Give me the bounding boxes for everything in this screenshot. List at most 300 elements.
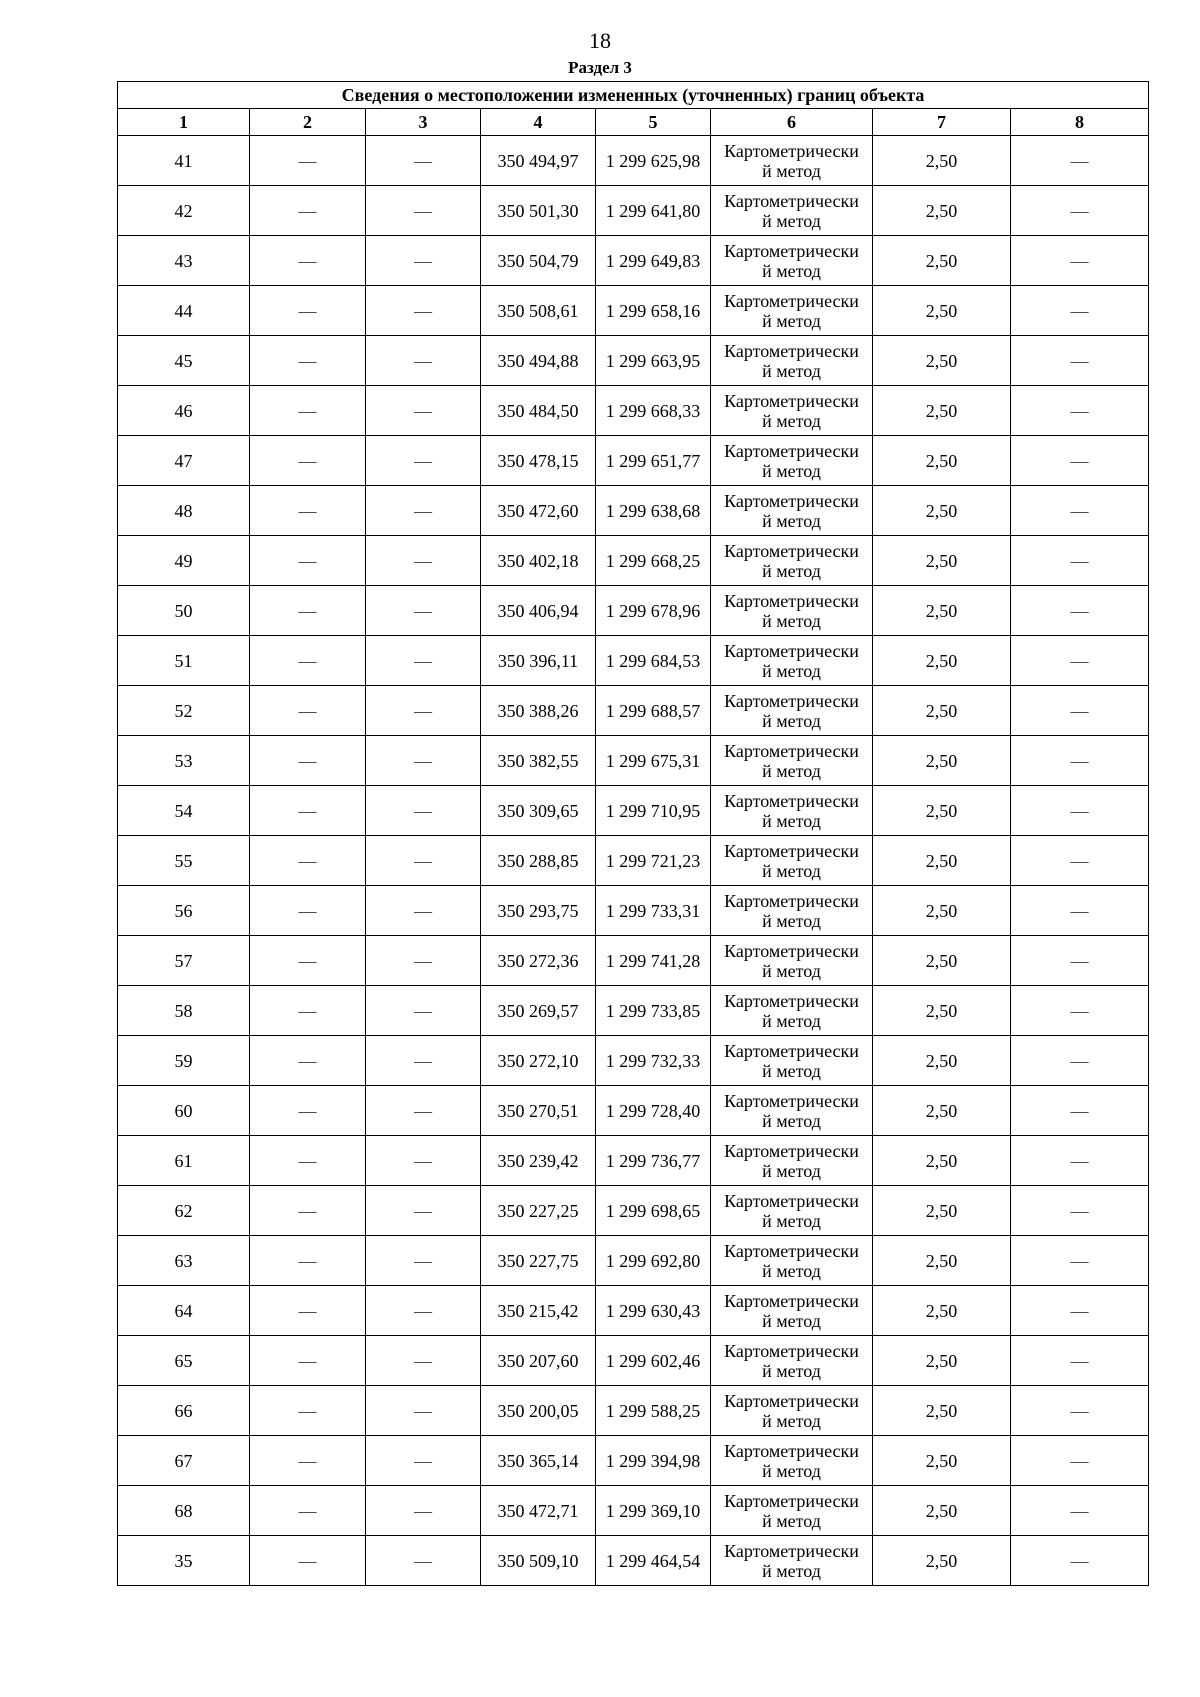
x-coordinate-cell: 350 472,71 (481, 1486, 596, 1536)
point-number-cell: 66 (118, 1386, 250, 1436)
y-coordinate-cell: 1 299 698,65 (596, 1186, 711, 1236)
x-coordinate-cell: 350 365,14 (481, 1436, 596, 1486)
method-line-2: й метод (762, 410, 821, 431)
x-coordinate-cell: 350 501,30 (481, 186, 596, 236)
table-row (118, 1386, 1149, 1436)
x-coordinate-cell: 350 494,97 (481, 136, 596, 186)
x-coordinate-cell: 350 402,18 (481, 536, 596, 586)
point-number-cell: 50 (118, 586, 250, 636)
method-line-1: Картометрически (724, 940, 859, 961)
method-cell (711, 436, 873, 486)
table-row (118, 486, 1149, 536)
column-2-cell: — (250, 1136, 366, 1186)
x-coordinate-cell: 350 406,94 (481, 586, 596, 636)
column-header-4: 4 (481, 109, 596, 136)
method-line-1: Картометрически (724, 490, 859, 511)
x-coordinate-cell: 350 239,42 (481, 1136, 596, 1186)
x-coordinate-cell: 350 293,75 (481, 886, 596, 936)
point-number-cell: 47 (118, 436, 250, 486)
table-row (118, 586, 1149, 636)
method-line-1: Картометрически (724, 590, 859, 611)
table-row (118, 386, 1149, 436)
method-cell (711, 786, 873, 836)
column-8-cell: — (1011, 1086, 1149, 1136)
column-8-cell: — (1011, 486, 1149, 536)
y-coordinate-cell: 1 299 588,25 (596, 1386, 711, 1436)
column-2-cell: — (250, 636, 366, 686)
method-cell (711, 1336, 873, 1386)
column-3-cell: — (366, 436, 481, 486)
accuracy-cell: 2,50 (873, 336, 1011, 386)
y-coordinate-cell: 1 299 464,54 (596, 1536, 711, 1586)
column-3-cell: — (366, 386, 481, 436)
column-3-cell: — (366, 936, 481, 986)
method-line-1: Картометрически (724, 340, 859, 361)
coordinates-table (117, 81, 1149, 1586)
method-cell (711, 336, 873, 386)
point-number-cell: 42 (118, 186, 250, 236)
column-3-cell: — (366, 536, 481, 586)
column-2-cell: — (250, 786, 366, 836)
column-2-cell: — (250, 1186, 366, 1236)
method-cell (711, 1236, 873, 1286)
column-3-cell: — (366, 1086, 481, 1136)
point-number-cell: 55 (118, 836, 250, 886)
accuracy-cell: 2,50 (873, 686, 1011, 736)
point-number-cell: 61 (118, 1136, 250, 1186)
column-header-6: 6 (711, 109, 873, 136)
method-line-2: й метод (762, 1560, 821, 1581)
method-line-1: Картометрически (724, 1340, 859, 1361)
y-coordinate-cell: 1 299 710,95 (596, 786, 711, 836)
table-row (118, 236, 1149, 286)
accuracy-cell: 2,50 (873, 286, 1011, 336)
method-line-2: й метод (762, 560, 821, 581)
point-number-cell: 60 (118, 1086, 250, 1136)
accuracy-cell: 2,50 (873, 1036, 1011, 1086)
method-line-2: й метод (762, 1010, 821, 1031)
x-coordinate-cell: 350 227,75 (481, 1236, 596, 1286)
column-8-cell: — (1011, 1436, 1149, 1486)
column-3-cell: — (366, 836, 481, 886)
accuracy-cell: 2,50 (873, 1386, 1011, 1436)
method-cell (711, 1486, 873, 1536)
x-coordinate-cell: 350 288,85 (481, 836, 596, 886)
column-8-cell: — (1011, 436, 1149, 486)
method-line-2: й метод (762, 1360, 821, 1381)
method-line-1: Картометрически (724, 1490, 859, 1511)
column-3-cell: — (366, 1236, 481, 1286)
method-line-1: Картометрически (724, 390, 859, 411)
table-row (118, 1236, 1149, 1286)
method-line-2: й метод (762, 1310, 821, 1331)
point-number-cell: 58 (118, 986, 250, 1036)
column-8-cell: — (1011, 236, 1149, 286)
column-8-cell: — (1011, 836, 1149, 886)
method-cell (711, 1036, 873, 1086)
x-coordinate-cell: 350 478,15 (481, 436, 596, 486)
accuracy-cell: 2,50 (873, 1436, 1011, 1486)
column-header-3: 3 (366, 109, 481, 136)
column-2-cell: — (250, 836, 366, 886)
accuracy-cell: 2,50 (873, 1536, 1011, 1586)
method-line-2: й метод (762, 260, 821, 281)
method-line-2: й метод (762, 1060, 821, 1081)
method-line-1: Картометрически (724, 440, 859, 461)
x-coordinate-cell: 350 382,55 (481, 736, 596, 786)
y-coordinate-cell: 1 299 651,77 (596, 436, 711, 486)
column-8-cell: — (1011, 1186, 1149, 1236)
method-line-2: й метод (762, 310, 821, 331)
table-row (118, 636, 1149, 686)
column-2-cell: — (250, 486, 366, 536)
column-3-cell: — (366, 486, 481, 536)
point-number-cell: 46 (118, 386, 250, 436)
column-8-cell: — (1011, 686, 1149, 736)
column-8-cell: — (1011, 1486, 1149, 1536)
accuracy-cell: 2,50 (873, 936, 1011, 986)
method-cell (711, 736, 873, 786)
column-3-cell: — (366, 886, 481, 936)
y-coordinate-cell: 1 299 658,16 (596, 286, 711, 336)
column-8-cell: — (1011, 186, 1149, 236)
point-number-cell: 59 (118, 1036, 250, 1086)
point-number-cell: 49 (118, 536, 250, 586)
table-row (118, 336, 1149, 386)
y-coordinate-cell: 1 299 638,68 (596, 486, 711, 536)
section-title: Раздел 3 (568, 58, 632, 77)
y-coordinate-cell: 1 299 733,31 (596, 886, 711, 936)
method-cell (711, 136, 873, 186)
method-line-2: й метод (762, 610, 821, 631)
accuracy-cell: 2,50 (873, 186, 1011, 236)
column-8-cell: — (1011, 786, 1149, 836)
method-line-2: й метод (762, 710, 821, 731)
method-line-1: Картометрически (724, 1140, 859, 1161)
method-line-1: Картометрически (724, 1440, 859, 1461)
accuracy-cell: 2,50 (873, 486, 1011, 536)
column-8-cell: — (1011, 986, 1149, 1036)
table-row (118, 536, 1149, 586)
table-row (118, 686, 1149, 736)
point-number-cell: 67 (118, 1436, 250, 1486)
y-coordinate-cell: 1 299 649,83 (596, 236, 711, 286)
table-row (118, 786, 1149, 836)
method-line-1: Картометрически (724, 1190, 859, 1211)
accuracy-cell: 2,50 (873, 1086, 1011, 1136)
method-cell (711, 386, 873, 436)
method-line-2: й метод (762, 760, 821, 781)
column-3-cell: — (366, 986, 481, 1036)
point-number-cell: 45 (118, 336, 250, 386)
y-coordinate-cell: 1 299 736,77 (596, 1136, 711, 1186)
table-row (118, 1136, 1149, 1186)
x-coordinate-cell: 350 508,61 (481, 286, 596, 336)
column-2-cell: — (250, 936, 366, 986)
column-8-cell: — (1011, 1136, 1149, 1186)
method-cell (711, 286, 873, 336)
column-8-cell: — (1011, 886, 1149, 936)
column-3-cell: — (366, 636, 481, 686)
y-coordinate-cell: 1 299 641,80 (596, 186, 711, 236)
accuracy-cell: 2,50 (873, 236, 1011, 286)
method-line-1: Картометрически (724, 240, 859, 261)
y-coordinate-cell: 1 299 733,85 (596, 986, 711, 1036)
column-8-cell: — (1011, 586, 1149, 636)
y-coordinate-cell: 1 299 369,10 (596, 1486, 711, 1536)
table-body (118, 136, 1149, 1586)
column-2-cell: — (250, 1386, 366, 1436)
accuracy-cell: 2,50 (873, 1286, 1011, 1336)
column-3-cell: — (366, 336, 481, 386)
column-8-cell: — (1011, 1036, 1149, 1086)
method-line-2: й метод (762, 1210, 821, 1231)
accuracy-cell: 2,50 (873, 136, 1011, 186)
accuracy-cell: 2,50 (873, 736, 1011, 786)
x-coordinate-cell: 350 509,10 (481, 1536, 596, 1586)
y-coordinate-cell: 1 299 678,96 (596, 586, 711, 636)
y-coordinate-cell: 1 299 675,31 (596, 736, 711, 786)
column-header-1: 1 (118, 109, 250, 136)
y-coordinate-cell: 1 299 663,95 (596, 336, 711, 386)
column-3-cell: — (366, 1536, 481, 1586)
table-row (118, 936, 1149, 986)
method-cell (711, 1136, 873, 1186)
table-row (118, 736, 1149, 786)
accuracy-cell: 2,50 (873, 386, 1011, 436)
method-cell (711, 236, 873, 286)
column-2-cell: — (250, 1536, 366, 1586)
method-cell (711, 886, 873, 936)
column-3-cell: — (366, 586, 481, 636)
table-row (118, 136, 1149, 186)
table-row (118, 986, 1149, 1036)
column-2-cell: — (250, 386, 366, 436)
method-line-1: Картометрически (724, 890, 859, 911)
column-2-cell: — (250, 686, 366, 736)
table-row (118, 886, 1149, 936)
column-3-cell: — (366, 1386, 481, 1436)
table-row (118, 1436, 1149, 1486)
accuracy-cell: 2,50 (873, 786, 1011, 836)
column-2-cell: — (250, 736, 366, 786)
column-3-cell: — (366, 1186, 481, 1236)
method-line-2: й метод (762, 510, 821, 531)
method-cell (711, 486, 873, 536)
accuracy-cell: 2,50 (873, 1486, 1011, 1536)
method-line-2: й метод (762, 960, 821, 981)
point-number-cell: 48 (118, 486, 250, 536)
column-header-7: 7 (873, 109, 1011, 136)
method-line-1: Картометрически (724, 690, 859, 711)
point-number-cell: 51 (118, 636, 250, 686)
column-3-cell: — (366, 236, 481, 286)
column-8-cell: — (1011, 936, 1149, 986)
method-line-2: й метод (762, 1510, 821, 1531)
y-coordinate-cell: 1 299 394,98 (596, 1436, 711, 1486)
column-2-cell: — (250, 886, 366, 936)
accuracy-cell: 2,50 (873, 1186, 1011, 1236)
column-2-cell: — (250, 436, 366, 486)
column-8-cell: — (1011, 1386, 1149, 1436)
column-3-cell: — (366, 736, 481, 786)
point-number-cell: 35 (118, 1536, 250, 1586)
method-line-2: й метод (762, 360, 821, 381)
y-coordinate-cell: 1 299 692,80 (596, 1236, 711, 1286)
x-coordinate-cell: 350 272,36 (481, 936, 596, 986)
column-3-cell: — (366, 1486, 481, 1536)
column-2-cell: — (250, 1286, 366, 1336)
method-cell (711, 1286, 873, 1336)
method-line-1: Картометрически (724, 990, 859, 1011)
x-coordinate-cell: 350 472,60 (481, 486, 596, 536)
column-8-cell: — (1011, 386, 1149, 436)
accuracy-cell: 2,50 (873, 436, 1011, 486)
method-line-1: Картометрически (724, 740, 859, 761)
column-2-cell: — (250, 236, 366, 286)
x-coordinate-cell: 350 484,50 (481, 386, 596, 436)
column-8-cell: — (1011, 1236, 1149, 1286)
column-2-cell: — (250, 1486, 366, 1536)
y-coordinate-cell: 1 299 732,33 (596, 1036, 711, 1086)
method-line-1: Картометрически (724, 1290, 859, 1311)
method-cell (711, 836, 873, 886)
column-8-cell: — (1011, 536, 1149, 586)
accuracy-cell: 2,50 (873, 586, 1011, 636)
column-2-cell: — (250, 986, 366, 1036)
y-coordinate-cell: 1 299 625,98 (596, 136, 711, 186)
x-coordinate-cell: 350 504,79 (481, 236, 596, 286)
method-line-2: й метод (762, 1410, 821, 1431)
accuracy-cell: 2,50 (873, 986, 1011, 1036)
method-line-2: й метод (762, 160, 821, 181)
column-2-cell: — (250, 136, 366, 186)
column-3-cell: — (366, 1286, 481, 1336)
accuracy-cell: 2,50 (873, 836, 1011, 886)
method-line-2: й метод (762, 810, 821, 831)
point-number-cell: 62 (118, 1186, 250, 1236)
column-3-cell: — (366, 1336, 481, 1386)
method-line-1: Картометрически (724, 790, 859, 811)
table-row (118, 1286, 1149, 1336)
method-cell (711, 1386, 873, 1436)
method-line-1: Картометрически (724, 190, 859, 211)
column-2-cell: — (250, 1236, 366, 1286)
column-3-cell: — (366, 186, 481, 236)
table-caption: Сведения о местоположении измененных (уточненных) границ объекта (118, 82, 1149, 109)
y-coordinate-cell: 1 299 728,40 (596, 1086, 711, 1136)
column-8-cell: — (1011, 336, 1149, 386)
accuracy-cell: 2,50 (873, 536, 1011, 586)
point-number-cell: 57 (118, 936, 250, 986)
column-8-cell: — (1011, 1286, 1149, 1336)
table-row (118, 286, 1149, 336)
method-cell (711, 936, 873, 986)
point-number-cell: 54 (118, 786, 250, 836)
column-3-cell: — (366, 1436, 481, 1486)
method-cell (711, 1086, 873, 1136)
method-line-2: й метод (762, 910, 821, 931)
point-number-cell: 41 (118, 136, 250, 186)
method-cell (711, 1536, 873, 1586)
x-coordinate-cell: 350 396,11 (481, 636, 596, 686)
method-line-2: й метод (762, 860, 821, 881)
table-row (118, 1336, 1149, 1386)
table-row (118, 1486, 1149, 1536)
point-number-cell: 44 (118, 286, 250, 336)
column-2-cell: — (250, 536, 366, 586)
point-number-cell: 63 (118, 1236, 250, 1286)
point-number-cell: 53 (118, 736, 250, 786)
point-number-cell: 43 (118, 236, 250, 286)
column-2-cell: — (250, 586, 366, 636)
x-coordinate-cell: 350 200,05 (481, 1386, 596, 1436)
table-row (118, 186, 1149, 236)
method-line-1: Картометрически (724, 540, 859, 561)
method-line-2: й метод (762, 210, 821, 231)
method-line-1: Картометрически (724, 640, 859, 661)
x-coordinate-cell: 350 309,65 (481, 786, 596, 836)
method-cell (711, 536, 873, 586)
column-2-cell: — (250, 186, 366, 236)
point-number-cell: 56 (118, 886, 250, 936)
point-number-cell: 64 (118, 1286, 250, 1336)
x-coordinate-cell: 350 388,26 (481, 686, 596, 736)
x-coordinate-cell: 350 207,60 (481, 1336, 596, 1386)
method-line-1: Картометрически (724, 1240, 859, 1261)
x-coordinate-cell: 350 272,10 (481, 1036, 596, 1086)
method-line-1: Картометрически (724, 1390, 859, 1411)
point-number-cell: 65 (118, 1336, 250, 1386)
column-header-5: 5 (596, 109, 711, 136)
table-row (118, 436, 1149, 486)
method-line-2: й метод (762, 1260, 821, 1281)
accuracy-cell: 2,50 (873, 1136, 1011, 1186)
column-3-cell: — (366, 1136, 481, 1186)
column-8-cell: — (1011, 286, 1149, 336)
column-3-cell: — (366, 686, 481, 736)
accuracy-cell: 2,50 (873, 1236, 1011, 1286)
column-2-cell: — (250, 1086, 366, 1136)
method-line-2: й метод (762, 1160, 821, 1181)
method-line-1: Картометрически (724, 1540, 859, 1561)
method-cell (711, 636, 873, 686)
method-line-1: Картометрически (724, 1040, 859, 1061)
table-row (118, 1036, 1149, 1086)
method-line-1: Картометрически (724, 290, 859, 311)
method-cell (711, 186, 873, 236)
x-coordinate-cell: 350 270,51 (481, 1086, 596, 1136)
column-8-cell: — (1011, 1336, 1149, 1386)
x-coordinate-cell: 350 269,57 (481, 986, 596, 1036)
column-header-2: 2 (250, 109, 366, 136)
x-coordinate-cell: 350 215,42 (481, 1286, 596, 1336)
column-header-row (118, 109, 1149, 136)
method-cell (711, 1436, 873, 1486)
method-cell (711, 1186, 873, 1236)
column-3-cell: — (366, 786, 481, 836)
method-line-1: Картометрически (724, 840, 859, 861)
point-number-cell: 52 (118, 686, 250, 736)
x-coordinate-cell: 350 227,25 (481, 1186, 596, 1236)
table-row (118, 1186, 1149, 1236)
method-line-2: й метод (762, 660, 821, 681)
page-number: 18 (589, 28, 611, 53)
method-line-1: Картометрически (724, 140, 859, 161)
column-3-cell: — (366, 286, 481, 336)
accuracy-cell: 2,50 (873, 886, 1011, 936)
y-coordinate-cell: 1 299 688,57 (596, 686, 711, 736)
